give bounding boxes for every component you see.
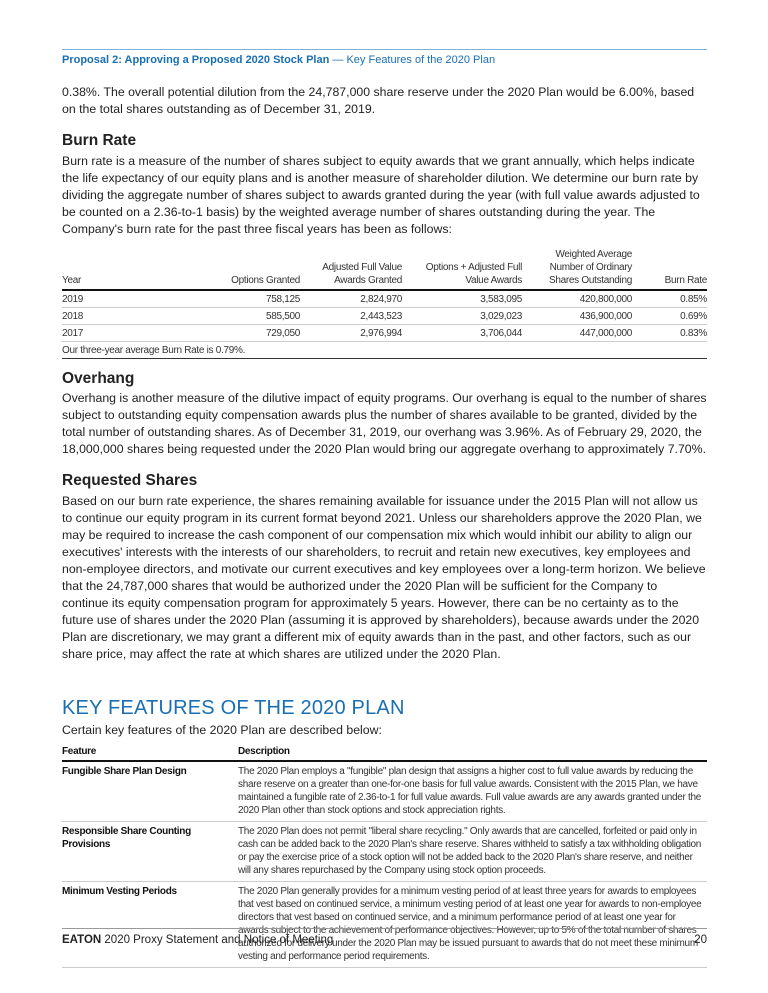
feature-description: The 2020 Plan generally provides for a minimum vesting period of at least three years for awards to employees that vest based on continued service, a minimum vesting period of at least one year for awards to non-employee directors that vest based on continued service, and a minimum performance period of at least one year for awards subject to the achievement of performance objectives. However, up to 5% of the total number of shares authorized for delivery under the 2020 Plan may be issued pursuant to awards that do not meet these minimum vesting and performance period requirements. (238, 882, 707, 968)
cell: 3,706,044 (402, 325, 522, 342)
cell: 436,900,000 (522, 308, 632, 325)
footer-rule (62, 928, 707, 929)
col-description: Description (238, 745, 707, 761)
feature-description: The 2020 Plan does not permit "liberal share recycling." Only awards that are cancelled, forfeited or paid only in cash can be added back to the 2020 Plan's share reserve. Shares withheld to satisfy a tax withholding obligation or pay the exercise price of a stock option will not be added back to the 2020 Plan's share reserve, and neither will any shares repurchased by the Company using stock option proceeds. (238, 822, 707, 882)
cell: 585,500 (172, 308, 300, 325)
burn-rate-note: Our three-year average Burn Rate is 0.79%. (62, 342, 707, 359)
cell: 0.85% (632, 290, 707, 308)
cell: 0.69% (632, 308, 707, 325)
col-options-granted: Options Granted (172, 248, 300, 290)
key-features-intro: Certain key features of the 2020 Plan are described below: (62, 723, 382, 737)
footer-title: 2020 Proxy Statement and Notice of Meeting (101, 934, 334, 946)
cell: 2017 (62, 325, 172, 342)
cell: 758,125 (172, 290, 300, 308)
table-row (62, 325, 707, 342)
feature-name: Minimum Vesting Periods (62, 882, 238, 968)
col-year: Year (62, 248, 172, 290)
feature-description: The 2020 Plan employs a "fungible" plan design that assigns a higher cost to full value awards by reducing the share reserve on a greater than one-for-one basis for full value awards. Consistent with the 2015 Plan, we have maintained a fungible rate of 2.36-to-1 for full value awards. Full value awards are any awards granted under the 2020 Plan other than stock options and stock appreciation rights. (238, 761, 707, 822)
footer (62, 934, 707, 946)
cell: 420,800,000 (522, 290, 632, 308)
header-section: Proposal 2: Approving a Proposed 2020 Stock Plan (62, 54, 330, 66)
feature-name: Responsible Share Counting Provisions (62, 822, 238, 882)
table-row (62, 822, 707, 882)
overhang-heading: Overhang (62, 370, 135, 387)
cell: 2,824,970 (300, 290, 402, 308)
intro-paragraph: 0.38%. The overall potential dilution from the 24,787,000 share reserve under the 2020 Plan would be 6.00%, based on the total shares outstanding as of December 31, 2019. (62, 85, 695, 116)
overhang-paragraph: Overhang is another measure of the dilutive impact of equity programs. Our overhang is equal to the number of shares subject to outstanding equity compensation awards plus the number of shares available to be granted, divided by the total number of outstanding shares. As of December 31, 2019, our overhang was 3.96%. As of February 29, 2020, the 18,000,000 shares being requested under the 2020 Plan would bring our aggregate overhang to approximately 7.70%. (62, 391, 707, 456)
table-row (62, 882, 707, 968)
table-row (62, 290, 707, 308)
burn-rate-heading: Burn Rate (62, 132, 137, 149)
key-features-heading: KEY FEATURES OF THE 2020 PLAN (62, 697, 405, 719)
feature-name: Fungible Share Plan Design (62, 761, 238, 822)
col-feature: Feature (62, 745, 238, 761)
cell: 3,029,023 (402, 308, 522, 325)
cell: 0.83% (632, 325, 707, 342)
col-options-plus-adjusted: Options + Adjusted Full Value Awards (402, 248, 522, 290)
cell: 2,443,523 (300, 308, 402, 325)
col-weighted-average: Weighted Average Number of Ordinary Shares Outstanding (522, 248, 632, 290)
burn-rate-paragraph: Burn rate is a measure of the number of shares subject to equity awards that we grant annually, which helps indicate the life expectancy of our equity plans and is another measure of shareholder dilution. We determine our burn rate by dividing the aggregate number of shares subject to awards granted during the year (with full value awards adjusted to be counted on a 2.36-to-1 basis) by the weighted average number of shares outstanding during the year. The Company's burn rate for the past three fiscal years has been as follows: (62, 154, 700, 236)
cell: 2018 (62, 308, 172, 325)
cell: 2,976,994 (300, 325, 402, 342)
footer-brand: EATON (62, 934, 102, 946)
cell: 2019 (62, 290, 172, 308)
requested-shares-heading: Requested Shares (62, 472, 198, 489)
page-number: 20 (694, 934, 707, 946)
table-row (62, 308, 707, 325)
cell: 3,583,095 (402, 290, 522, 308)
burn-rate-table (62, 248, 707, 359)
header-subsection: Key Features of the 2020 Plan (346, 54, 496, 66)
col-adjusted-awards: Adjusted Full Value Awards Granted (300, 248, 402, 290)
col-burn-rate: Burn Rate (632, 248, 707, 290)
table-row (62, 761, 707, 822)
requested-shares-paragraph: Based on our burn rate experience, the shares remaining available for issuance under the 2015 Plan will not allow us to continue our equity program in its current format beyond 2021. Unless our shareholders approve the 2020 Plan, we may be required to increase the cash component of our compensation mix which would inhibit our ability to align our executives' interests with the interests of our shareholders, to recruit and retain new executives, key employees and non-employee directors, and motivate our current executives and key employees over a long-term horizon. We believe that the 24,787,000 shares that would be authorized under the 2020 Plan will be sufficient for the Company to continue its equity compensation program for approximately 5 years. However, there can be no certainty as to the future use of shares under the 2020 Plan (assuming it is approved by shareholders), because awards under the 2020 Plan are discretionary, we may grant a different mix of equity awards than in the past, and other factors, such as our share price, may affect the rate at which shares are utilized under the 2020 Plan. (62, 494, 706, 661)
cell: 447,000,000 (522, 325, 632, 342)
header-separator: — (329, 54, 347, 66)
cell: 729,050 (172, 325, 300, 342)
